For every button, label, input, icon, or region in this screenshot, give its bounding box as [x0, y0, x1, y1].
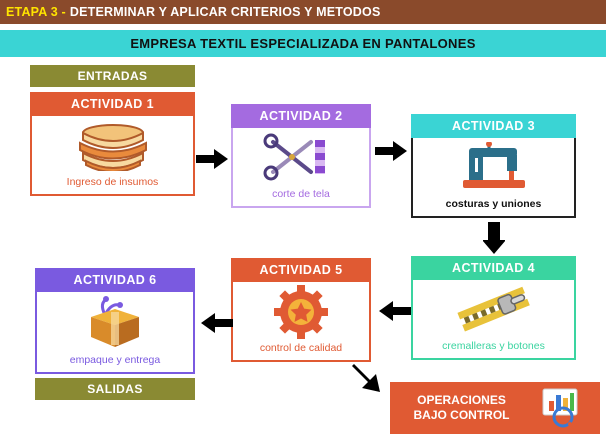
- subheader-bar: [0, 30, 606, 57]
- activity-2-title-label: ACTIVIDAD 2: [259, 109, 343, 123]
- operations-under-control-box: [390, 382, 600, 434]
- activity-2-title: [231, 104, 371, 128]
- header-stage-label: ETAPA 3 -: [6, 5, 66, 19]
- header-bar: [0, 0, 606, 24]
- entradas-chip: [30, 65, 195, 87]
- activity-1-panel: [30, 116, 195, 196]
- activity-5-title: [231, 258, 371, 282]
- activity-5-caption: control de calidad: [259, 342, 343, 354]
- activity-3-title-label: ACTIVIDAD 3: [452, 119, 535, 133]
- arrow-act4-act5: [375, 300, 411, 327]
- package-box-icon: [37, 292, 193, 354]
- operations-line-1: OPERACIONES: [417, 393, 506, 407]
- activity-3-panel: [411, 138, 576, 218]
- arrow-act3-act4: [483, 222, 505, 259]
- gear-star-icon: [233, 282, 369, 342]
- activity-3-title: [411, 114, 576, 138]
- activity-6-title: [35, 268, 195, 292]
- activity-2-panel: [231, 128, 371, 208]
- activity-6-title-label: ACTIVIDAD 6: [73, 273, 157, 287]
- activity-5-panel: [231, 282, 371, 362]
- activity-1-title: [30, 92, 195, 116]
- fabric-stack-icon: [32, 116, 193, 176]
- activity-4-caption: cremalleras y botones: [442, 340, 545, 352]
- arrow-act2-act3: [375, 140, 409, 167]
- arrow-act1-act2: [196, 148, 230, 175]
- activity-6-caption: empaque y entrega: [69, 354, 161, 366]
- page-title: DETERMINAR Y APLICAR CRITERIOS Y METODOS: [69, 5, 381, 19]
- sewing-machine-icon: [413, 138, 574, 198]
- entradas-label: ENTRADAS: [77, 69, 148, 83]
- activity-5-title-label: ACTIVIDAD 5: [259, 263, 343, 277]
- scissors-icon: [233, 128, 369, 188]
- activity-4-title: [411, 256, 576, 280]
- subheader-title: EMPRESA TEXTIL ESPECIALIZADA EN PANTALONES: [130, 36, 476, 51]
- activity-4-title-label: ACTIVIDAD 4: [452, 261, 535, 275]
- arrow-to-operations: [352, 362, 388, 403]
- salidas-chip: [35, 378, 195, 400]
- analysis-magnifier-icon: [529, 385, 595, 431]
- activity-3-caption: costuras y uniones: [445, 198, 542, 210]
- activity-6-panel: [35, 292, 195, 374]
- activity-2-caption: corte de tela: [272, 188, 330, 200]
- activity-1-title-label: ACTIVIDAD 1: [71, 97, 154, 111]
- zipper-icon: [413, 280, 574, 340]
- activity-4-panel: [411, 280, 576, 360]
- activity-1-caption: Ingreso de insumos: [66, 176, 159, 188]
- salidas-label: SALIDAS: [87, 382, 143, 396]
- arrow-act5-act6: [197, 312, 233, 339]
- operations-line-2: BAJO CONTROL: [413, 408, 510, 422]
